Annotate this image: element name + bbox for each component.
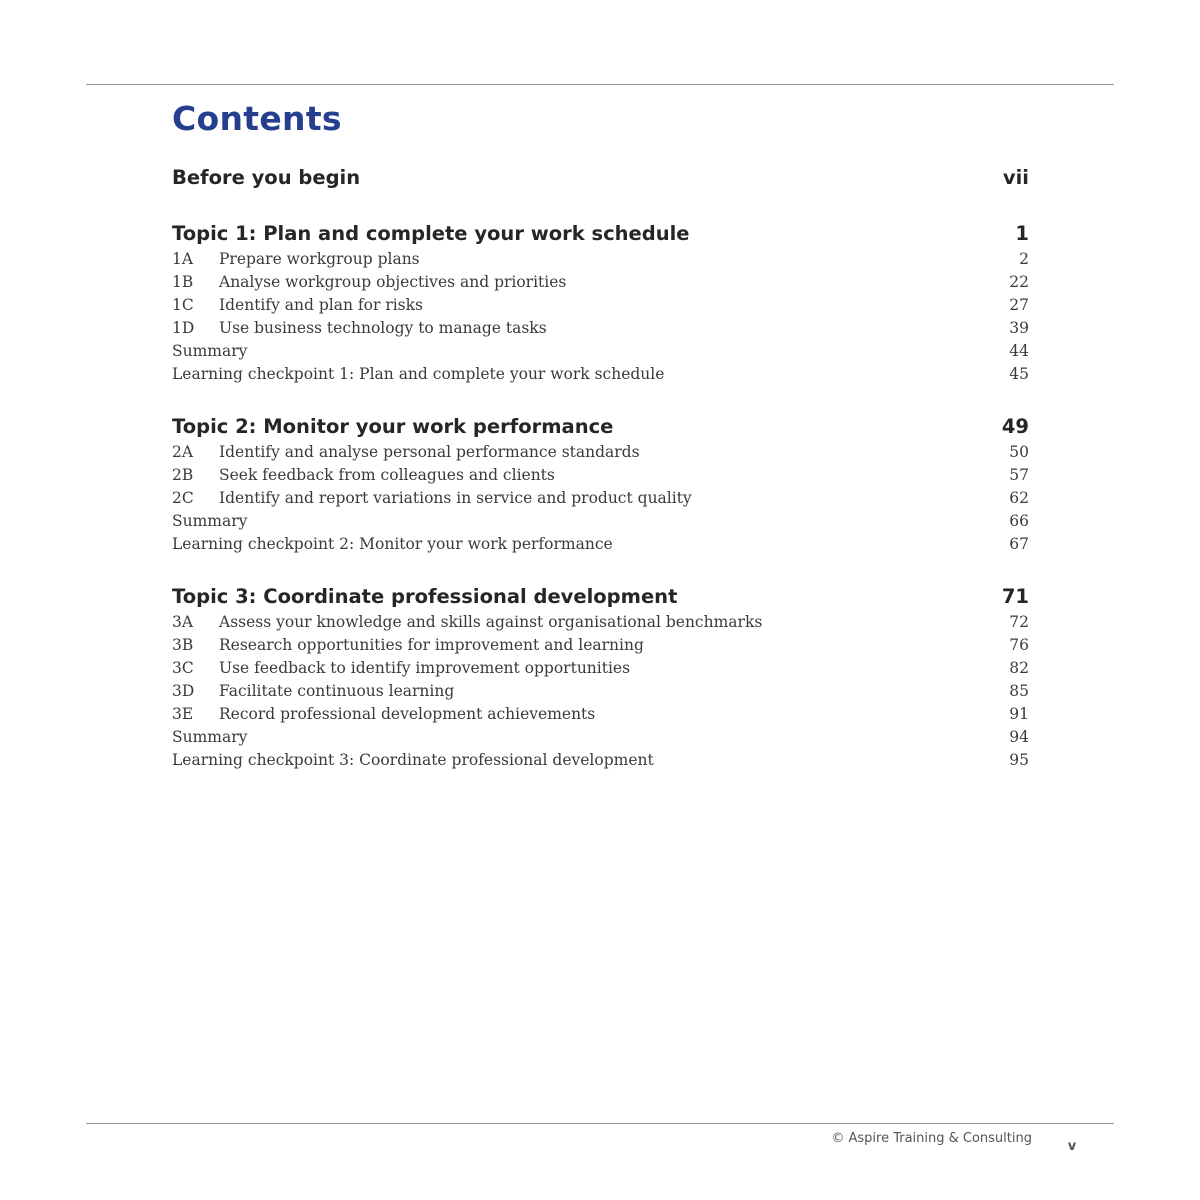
toc-entry-page: 27 <box>1009 296 1029 314</box>
toc-entry[interactable] <box>172 657 1029 680</box>
toc-entry-label: Learning checkpoint 3: Coordinate professional development <box>172 751 654 769</box>
toc-entry-label: Prepare workgroup plans <box>219 250 420 268</box>
toc-entry[interactable] <box>172 294 1029 317</box>
toc-entry-text <box>172 487 692 510</box>
toc-entry[interactable] <box>172 271 1029 294</box>
toc-entry-number: 3D <box>172 682 195 700</box>
toc-entry-text <box>172 749 654 772</box>
toc-entry-number: 3C <box>172 659 194 677</box>
toc-entry-label: Facilitate continuous learning <box>219 682 455 700</box>
toc-entry-text <box>172 248 420 271</box>
toc-entry-text <box>172 611 762 634</box>
toc-entry-text <box>172 510 247 533</box>
toc-entry-label: Assess your knowledge and skills against organisational benchmarks <box>219 613 763 631</box>
toc-entry[interactable] <box>172 510 1029 533</box>
toc-entry-label: Identify and plan for risks <box>219 296 423 314</box>
toc-entry-page: 91 <box>1009 705 1029 723</box>
toc-topics <box>172 220 1029 772</box>
toc-entry-text <box>172 363 664 386</box>
toc-topic-section <box>172 413 1029 556</box>
toc-heading-label: Before you begin <box>172 166 361 189</box>
toc-entry-number: 1B <box>172 273 194 291</box>
toc-entry-label: Research opportunities for improvement and learning <box>219 636 644 654</box>
top-divider <box>86 84 1114 85</box>
toc-entry-number: 2B <box>172 466 194 484</box>
toc-entry-text <box>172 634 644 657</box>
toc-entry-label: Use business technology to manage tasks <box>219 319 547 337</box>
toc-entry[interactable] <box>172 533 1029 556</box>
toc-entry-label: Seek feedback from colleagues and clients <box>219 466 555 484</box>
toc-entry-label: Summary <box>172 342 248 360</box>
page-title: Contents <box>172 99 342 138</box>
toc-entry-page: 44 <box>1009 342 1029 360</box>
toc-entry-text <box>172 703 595 726</box>
toc-entry-text <box>172 726 247 749</box>
toc-entry-page: 57 <box>1009 466 1029 484</box>
toc-topic-title: Topic 1: Plan and complete your work schedule <box>172 222 690 245</box>
toc-entry-number: 2C <box>172 489 194 507</box>
toc-entry[interactable] <box>172 703 1029 726</box>
toc-entry[interactable] <box>172 363 1029 386</box>
toc-entry[interactable] <box>172 487 1029 510</box>
toc-entry-label: Record professional development achievements <box>219 705 596 723</box>
toc-topic-page: 1 <box>1015 222 1029 245</box>
toc-entry-label: Summary <box>172 512 248 530</box>
toc-entry-number: 3B <box>172 636 194 654</box>
toc-entry-text <box>172 657 630 680</box>
toc-entry[interactable] <box>172 464 1029 487</box>
toc-entry-number: 2A <box>172 443 194 461</box>
bottom-divider <box>86 1123 1114 1124</box>
toc-entry-number: 1D <box>172 319 195 337</box>
toc-entry[interactable] <box>172 441 1029 464</box>
toc-entry-list <box>172 611 1029 772</box>
toc-topic-section <box>172 220 1029 386</box>
toc-entry[interactable] <box>172 749 1029 772</box>
toc-entry-page: 62 <box>1009 489 1029 507</box>
toc-topic-section <box>172 583 1029 772</box>
toc-entry-label: Learning checkpoint 1: Plan and complete your work schedule <box>172 365 665 383</box>
footer-page-number: v <box>1067 1139 1077 1154</box>
footer-copyright: © Aspire Training & Consulting <box>831 1131 1032 1146</box>
toc-entry-label: Learning checkpoint 2: Monitor your work performance <box>172 535 613 553</box>
toc-entry-page: 72 <box>1009 613 1029 631</box>
toc-entry[interactable] <box>172 340 1029 363</box>
toc-topic-page: 71 <box>1001 585 1029 608</box>
toc-entry-page: 39 <box>1009 319 1029 337</box>
toc-entry-text <box>172 441 640 464</box>
toc-entry-label: Identify and report variations in service and product quality <box>219 489 692 507</box>
toc-heading-page: vii <box>1002 166 1029 189</box>
toc-entry-text <box>172 680 454 703</box>
toc-entry-number: 1C <box>172 296 194 314</box>
toc-entry-page: 82 <box>1009 659 1029 677</box>
toc-entry-text <box>172 317 547 340</box>
toc-entry-number: 3E <box>172 705 194 723</box>
toc-topic-heading[interactable] <box>172 220 1029 248</box>
toc-entry-label: Summary <box>172 728 248 746</box>
toc-entry-page: 95 <box>1009 751 1029 769</box>
toc-topic-heading[interactable] <box>172 583 1029 611</box>
toc-before-you-begin[interactable] <box>172 164 1029 192</box>
toc-topic-heading[interactable] <box>172 413 1029 441</box>
toc-entry[interactable] <box>172 317 1029 340</box>
toc-entry-number: 1A <box>172 250 194 268</box>
toc-entry-label: Analyse workgroup objectives and priorities <box>219 273 567 291</box>
toc-entry[interactable] <box>172 611 1029 634</box>
toc-entry[interactable] <box>172 726 1029 749</box>
toc-entry-text <box>172 464 555 487</box>
contents-page <box>172 96 1029 772</box>
toc-entry-label: Identify and analyse personal performance standards <box>219 443 640 461</box>
toc-entry-text <box>172 340 247 363</box>
toc-entry-page: 45 <box>1009 365 1029 383</box>
toc-entry[interactable] <box>172 680 1029 703</box>
toc-entry-number: 3A <box>172 613 194 631</box>
toc-topic-title: Topic 3: Coordinate professional development <box>172 585 678 608</box>
toc-entry-page: 50 <box>1009 443 1029 461</box>
toc-entry-page: 22 <box>1009 273 1029 291</box>
toc-entry-label: Use feedback to identify improvement opportunities <box>219 659 631 677</box>
toc-entry-page: 66 <box>1009 512 1029 530</box>
toc-entry-page: 2 <box>1019 250 1029 268</box>
toc-topic-page: 49 <box>1001 415 1029 438</box>
toc-entry-text <box>172 294 423 317</box>
toc-entry-page: 76 <box>1009 636 1029 654</box>
toc-entry[interactable] <box>172 634 1029 657</box>
toc-entry-page: 67 <box>1009 535 1029 553</box>
toc-topic-title: Topic 2: Monitor your work performance <box>172 415 614 438</box>
toc-entry-list <box>172 248 1029 386</box>
toc-entry-list <box>172 441 1029 556</box>
toc-entry-text <box>172 271 566 294</box>
toc-entry-page: 85 <box>1009 682 1029 700</box>
toc-entry-page: 94 <box>1009 728 1029 746</box>
toc-entry-text <box>172 533 613 556</box>
toc-entry[interactable] <box>172 248 1029 271</box>
